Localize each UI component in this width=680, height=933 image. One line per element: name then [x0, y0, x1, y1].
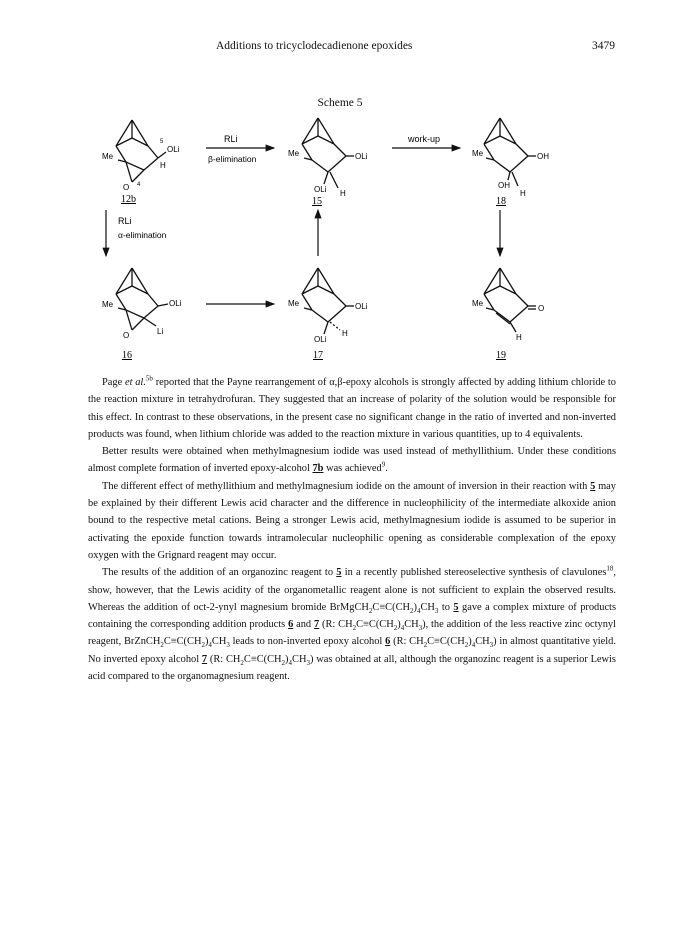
running-header — [0, 40, 680, 56]
structure-16 — [116, 268, 168, 330]
running-title: Additions to tricyclodecadienone epoxides — [216, 40, 413, 52]
paragraph-1: Page et al.$^{5b}$ reported that the Payne rearrangement of α,β-epoxy alcohols is strongly affected by adding lithium chloride to the reaction mixture in tetrahydrofuran. They suggested that an increase of polarity of the solution would be responsible for this effect. In contrast to these observations, in the present case no significant change in the ratio of inverted and non-inverted products was found, when lithium chloride was added to the reaction mixture in various quantities, up to 4 equivalents. — [88, 374, 617, 440]
label-o: O — [123, 331, 130, 340]
label-oli: OLi — [355, 302, 368, 311]
paragraph-4: The results of the addition of an organozinc reagent to 5 in a recently published stereoselective synthesis of clavulones$^{18}$, show, however, that the Lewis acidity of the organometallic reagent alone is not sufficient to explain the observed results. Whereas the addition of oct-2-ynyl magnesium bromide $BrMgCH_2C\equiv C(CH_2)_4CH_3$ to 5 gave a complex mixture of products containing the corresponding addition products 6 and 7 (R: $CH_2C\equiv C(CH_2)_4CH_3$), the addition of the less reactive zinc octynyl reagent, $BrZnCH_2C\equiv C(CH_2)_4CH_3$ leads to non-inverted epoxy alcohol 6 (R: $CH_2C\equiv C(CH_2)_4CH_3$) in almost quantitative yield. No inverted epoxy alcohol 7 (R: $CH_2C\equiv C(CH_2)_4CH_3$) was obtained at all, although the organozinc reagent is a superior Lewis acid compared to the organomagnesium reagent. — [88, 564, 616, 683]
compound-label-18: 18 — [496, 196, 506, 207]
label-oli: OLi — [169, 299, 182, 308]
label-h: H — [516, 333, 522, 342]
label-h: H — [340, 189, 346, 198]
compound-label-19: 19 — [496, 350, 506, 361]
label-4: 4 — [137, 182, 141, 188]
label-o: O — [538, 304, 545, 313]
page-number: 3479 — [592, 40, 615, 52]
label-o: O — [123, 183, 130, 192]
label-me: Me — [288, 299, 300, 308]
structure-15 — [302, 118, 354, 188]
compound-label-15: 15 — [312, 196, 322, 207]
label-me: Me — [472, 149, 484, 158]
label-oh: OH — [537, 152, 549, 161]
label-me: Me — [472, 299, 484, 308]
label-h: H — [520, 189, 526, 198]
label-me: Me — [102, 300, 114, 309]
structure-17 — [302, 268, 354, 334]
compound-label-17: 17 — [313, 350, 323, 361]
paragraph-2: Better results were obtained when methylmagnesium iodide was used instead of methyllithium. Under these conditions almost complete formation of inverted epoxy-alcohol 7b was achieved$^9$. — [88, 446, 616, 475]
reagent-rli-top: RLi — [224, 134, 238, 144]
condition-beta-elimination: β-elimination — [208, 154, 257, 164]
compound-label-12b: 12b — [121, 194, 136, 205]
reaction-scheme — [96, 108, 596, 368]
structure-12b — [116, 120, 166, 182]
label-oh: OH — [498, 181, 510, 190]
label-me: Me — [102, 152, 114, 161]
label-li: Li — [157, 327, 164, 336]
label-oli: OLi — [167, 145, 180, 154]
condition-work-up: work-up — [408, 134, 441, 144]
condition-alpha-elimination: α-elimination — [118, 230, 167, 240]
paragraph-3: The different effect of methyllithium and methylmagnesium iodide on the amount of inversion in their reaction with 5 may be explained by their different Lewis acid character and the difference in nucleophilicity of the intermediate alkoxide anion bound to the respective metal cations. Being a stronger Lewis acid, methylmagnesium iodide is assumed to be superior in activating the epoxide function towards intramolecular nucleophilic opening as considerable complexation of the epoxy oxygen with the Grignard reagent may occur. — [88, 480, 616, 561]
body-text — [88, 374, 616, 685]
compound-label-16: 16 — [122, 350, 132, 361]
structure-19 — [484, 268, 536, 332]
label-oli: OLi — [314, 335, 327, 344]
scheme-title: Scheme 5 — [317, 97, 363, 109]
label-h: H — [160, 161, 166, 170]
structure-18 — [484, 118, 536, 186]
label-oli: OLi — [355, 152, 368, 161]
label-h: H — [342, 329, 348, 338]
label-me: Me — [288, 149, 300, 158]
reagent-rli-left: RLi — [118, 216, 132, 226]
label-oli: OLi — [314, 185, 327, 194]
label-5: 5 — [160, 139, 164, 145]
